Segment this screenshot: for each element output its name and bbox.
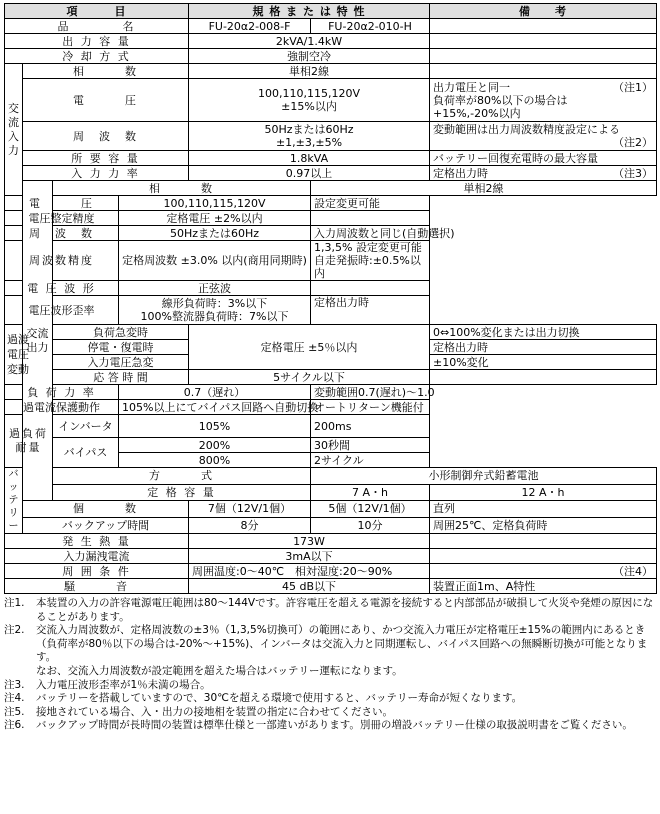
ac-output-response-value: 5サイクル以下 [189, 370, 430, 385]
battery-count-a: 7個（12V/1個） [189, 501, 311, 518]
ac-output-inverter-remark: 200ms [311, 415, 430, 438]
leak-label: 入力漏洩電流 [5, 549, 189, 564]
note-4-text: バッテリーを搭載していますので、30℃を超える環境で使用すると、バッテリー寿命が短くなります。 [36, 692, 523, 705]
note-1-text: 本装置の入力の許容電源電圧範囲は80～144Vです。許容電圧を超える電源を接続すると内部部品が破損して火災や発煙の原因になることがあります。 [36, 597, 654, 623]
table-row [5, 501, 657, 518]
ac-input-phase-remark [430, 64, 657, 79]
ac-output-bypass-remark-1: 30秒間 [311, 438, 430, 453]
ac-output-phase-value: 単相2線 [311, 181, 657, 196]
ac-output-reg-value: 定格電圧 ±2%以内 [119, 211, 311, 226]
ac-input-req-cap-value: 1.8kVA [189, 151, 430, 166]
capacity-remark [430, 34, 657, 49]
battery-count-remark: 直列 [430, 501, 657, 518]
table-row [5, 549, 657, 564]
ac-output-thd-value [119, 296, 311, 325]
battery-backup-remark: 周囲25℃、定格負荷時 [430, 517, 657, 534]
header-item: 項 目 [5, 4, 189, 19]
table-row [5, 226, 657, 241]
table-row [5, 34, 657, 49]
leak-remark [430, 549, 657, 564]
model-b: FU-20α2-010-H [311, 19, 430, 34]
ac-output-freq-acc-remark-2: 自走発振時:±0.5%以内 [314, 254, 421, 280]
ac-output-reg-remark [311, 211, 430, 226]
note-1 [4, 597, 656, 624]
ac-output-outage-remark: 定格出力時 [430, 340, 657, 355]
ac-output-ocp-remark: オートリターン機能付 [311, 400, 430, 415]
ac-input-phase-value: 単相2線 [189, 64, 430, 79]
note-6 [4, 719, 656, 733]
ac-input-phase-label: 相 数 [23, 64, 189, 79]
ac-output-thd-value-1: 線形負荷時：3%以下 [161, 297, 268, 310]
ac-output-phase-label: 相 数 [53, 181, 311, 196]
table-row [5, 196, 657, 211]
note-3-text: 入力電圧波形歪率が1％未満の場合。 [36, 678, 211, 691]
battery-cap-label: 定 格 容 量 [53, 484, 311, 501]
note-5-text: 接地されている場合、入・出力の接地相を装置の指定に合わせてください。 [36, 705, 393, 718]
ac-output-transient-label: 過渡電圧変動 [5, 325, 23, 385]
note-4-key: 注4. [4, 692, 25, 705]
ac-output-inverter-value: 105% [119, 415, 311, 438]
model-label: 品 名 [5, 19, 189, 34]
ac-output-voltage-label: 電 圧 [5, 196, 119, 211]
cooling-label: 冷 却 方 式 [5, 49, 189, 64]
ac-output-bypass-remark-2: 2サイクル [311, 453, 430, 468]
ac-input-pf-value: 0.97以上 [189, 166, 430, 181]
table-row [5, 211, 657, 226]
heat-remark [430, 534, 657, 549]
table-row [5, 296, 657, 325]
ac-output-freq-acc-label: 周波数精度 [5, 241, 119, 281]
table-row [5, 385, 657, 400]
note-6-key: 注6. [4, 719, 25, 732]
battery-backup-label: バックアップ時間 [23, 517, 189, 534]
battery-backup-b: 10分 [311, 517, 430, 534]
ac-output-freq-remark: 入力周波数と同じ(自動選択) [311, 226, 430, 241]
ac-input-freq-label: 周 波 数 [23, 122, 189, 151]
table-row [5, 564, 657, 579]
battery-cap-a: 7 A・h [311, 484, 430, 501]
ac-output-waveform-value: 正弦波 [119, 281, 311, 296]
ac-input-req-cap-remark: バッテリー回復充電時の最大容量 [430, 151, 657, 166]
ac-input-freq-value-1: 50Hzまたは60Hz [264, 123, 354, 136]
ac-output-bypass-label: バイパス [53, 438, 119, 468]
noise-remark: 装置正面1m、A特性 [430, 579, 657, 594]
table-row [5, 325, 657, 340]
model-remark [430, 19, 657, 34]
ac-output-group-label: 交流出力 [23, 181, 53, 501]
ac-output-bypass-value-2: 800% [119, 453, 311, 468]
ac-input-freq-value [189, 122, 430, 151]
ac-output-voltage-remark: 設定変更可能 [311, 196, 430, 211]
ac-output-input-step-label: 入力電圧急変 [53, 355, 189, 370]
ac-output-bypass-value-1: 200% [119, 438, 311, 453]
note-ref-3: （注3） [613, 166, 654, 180]
ac-output-input-step-remark: ±10%変化 [430, 355, 657, 370]
ac-output-load-step-label: 負荷急変時 [53, 325, 189, 340]
capacity-value: 2kVA/1.4kW [189, 34, 430, 49]
ac-output-load-step-remark: 0⇔100%変化または出力切換 [430, 325, 657, 340]
ac-output-response-remark [430, 370, 657, 385]
heat-label: 発 生 熱 量 [5, 534, 189, 549]
spec-table [4, 3, 657, 594]
table-row [5, 415, 657, 438]
ac-output-freq-acc-remark-1: 1,3,5% 設定変更可能 [314, 241, 422, 254]
table-row [5, 79, 657, 122]
ac-input-voltage-remark-3: +15%,-20%以内 [433, 106, 521, 120]
ac-output-thd-remark: 定格出力時 [311, 296, 430, 325]
note-ref-2: （注2） [613, 136, 654, 149]
capacity-label: 出 力 容 量 [5, 34, 189, 49]
heat-value: 173W [189, 534, 430, 549]
table-row [5, 166, 657, 181]
table-row [5, 517, 657, 534]
ac-output-load-pf-remark: 変動範囲0.7(遅れ)～1.0 [311, 385, 430, 400]
battery-type-label: 方 式 [53, 468, 311, 485]
battery-count-b: 5個（12V/1個） [311, 501, 430, 518]
env-value: 周囲温度:0～40℃ 相対湿度:20～90% [189, 564, 430, 579]
noise-label: 騒 音 [5, 579, 189, 594]
noise-value: 45 dB以下 [189, 579, 430, 594]
table-row [5, 241, 657, 281]
note-2-text-2: なお、交流入力周波数が設定範囲を超えた場合はバッテリー運転になります。 [36, 664, 403, 677]
ac-input-freq-value-2: ±1,±3,±5% [275, 136, 343, 149]
ac-output-thd-value-2: 100%整流器負荷時：7%以下 [140, 310, 289, 323]
battery-cap-b: 12 A・h [430, 484, 657, 501]
table-row [5, 400, 657, 415]
ac-input-voltage-label: 電 圧 [23, 79, 189, 122]
ac-output-freq-acc-remark [311, 241, 430, 281]
note-1-key: 注1. [4, 597, 25, 609]
table-row [5, 49, 657, 64]
header-spec: 規 格 ま た は 特 性 [189, 4, 430, 19]
note-3 [4, 679, 656, 693]
table-row [5, 534, 657, 549]
battery-backup-a: 8分 [189, 517, 311, 534]
ac-output-thd-label: 電圧波形歪率 [5, 296, 119, 325]
note-3-key: 注3. [4, 678, 25, 691]
table-row [5, 370, 657, 385]
table-row [5, 181, 657, 196]
ac-input-group-label: 交流入力 [5, 64, 23, 196]
ac-input-freq-remark-1: 変動範囲は出力周波数精度設定による [433, 123, 621, 136]
ac-output-freq-label: 周 波 数 [5, 226, 119, 241]
table-row [5, 484, 657, 501]
notes-section [4, 597, 656, 733]
ac-input-voltage-value: 100,110,115,120V ±15%以内 [189, 79, 430, 122]
ac-output-transient-value: 定格電圧 ±5％以内 [189, 325, 430, 370]
ac-input-pf-remark-text: 定格出力時 [433, 166, 489, 180]
header-remarks: 備 考 [430, 4, 657, 19]
note-ref-1: （注1） [613, 80, 654, 94]
ac-input-pf-remark [430, 166, 657, 181]
note-6-text: バックアップ時間が長時間の装置は標準仕様と一部違いがあります。別冊の増設バッテリー仕様の取扱説明書をご覧ください。 [36, 719, 633, 732]
model-a: FU-20α2-008-F [189, 19, 311, 34]
note-4 [4, 692, 656, 706]
ac-input-req-cap-label: 所 要 容 量 [23, 151, 189, 166]
note-2-key: 注2. [4, 624, 25, 637]
ac-output-waveform-remark [311, 281, 430, 296]
note-2 [4, 624, 656, 665]
env-label: 周 囲 条 件 [5, 564, 189, 579]
ac-output-ocp-label: 過電流保護動作 [5, 400, 119, 415]
table-header-row [5, 4, 657, 19]
table-row [5, 579, 657, 594]
note-5-key: 注5. [4, 705, 25, 718]
ac-output-load-pf-label: 負 荷 力 率 [5, 385, 119, 400]
note-ref-4: （注4） [430, 564, 657, 579]
ac-output-reg-label: 電圧整定精度 [5, 211, 119, 226]
ac-output-overload-label: 過負荷耐量 [5, 415, 53, 468]
ac-output-load-pf-value: 0.7（遅れ） [119, 385, 311, 400]
ac-output-outage-label: 停電・復電時 [53, 340, 189, 355]
battery-count-label: 個 数 [23, 501, 189, 518]
ac-input-voltage-remark [430, 79, 657, 122]
table-row [5, 468, 657, 485]
table-row [5, 151, 657, 166]
ac-input-pf-label: 入 力 力 率 [23, 166, 189, 181]
leak-value: 3mA以下 [189, 549, 430, 564]
ac-output-freq-value: 50Hzまたは60Hz [119, 226, 311, 241]
ac-input-freq-remark [430, 122, 657, 151]
battery-type-value: 小形制御弁式鉛蓄電池 [311, 468, 657, 485]
table-row [5, 19, 657, 34]
ac-output-waveform-label: 電 圧 波 形 [5, 281, 119, 296]
ac-output-ocp-value: 105%以上にてバイパス回路へ自動切換 [119, 400, 311, 415]
ac-input-voltage-remark-2: 負荷率が80%以下の場合は [433, 93, 568, 107]
ac-input-voltage-remark-1: 出力電圧と同一 [433, 80, 511, 94]
ac-output-inverter-label: インバータ [53, 415, 119, 438]
ac-output-freq-acc-value: 定格周波数 ±3.0% 以内(商用同期時) [119, 241, 311, 281]
battery-group-label: バッテリー [5, 468, 23, 534]
table-row [5, 281, 657, 296]
note-2-text: 交流入力周波数が、定格周波数の±3％（1,3,5%切換可）の範囲にあり、かつ交流入力電圧が定格電圧±15%の範囲内にあるとき（負荷率が80％以下の場合は-20%～+15%)、インバータは交流入力と同期運転し、バイパス回路への無瞬断切換が可能となります。 [36, 624, 648, 664]
cooling-remark [430, 49, 657, 64]
note-5 [4, 706, 656, 720]
table-row [5, 64, 657, 79]
table-row [5, 438, 657, 453]
ac-output-response-label: 応 答 時 間 [53, 370, 189, 385]
table-row [5, 122, 657, 151]
spec-sheet [4, 3, 656, 733]
ac-output-voltage-value: 100,110,115,120V [119, 196, 311, 211]
cooling-value: 強制空冷 [189, 49, 430, 64]
